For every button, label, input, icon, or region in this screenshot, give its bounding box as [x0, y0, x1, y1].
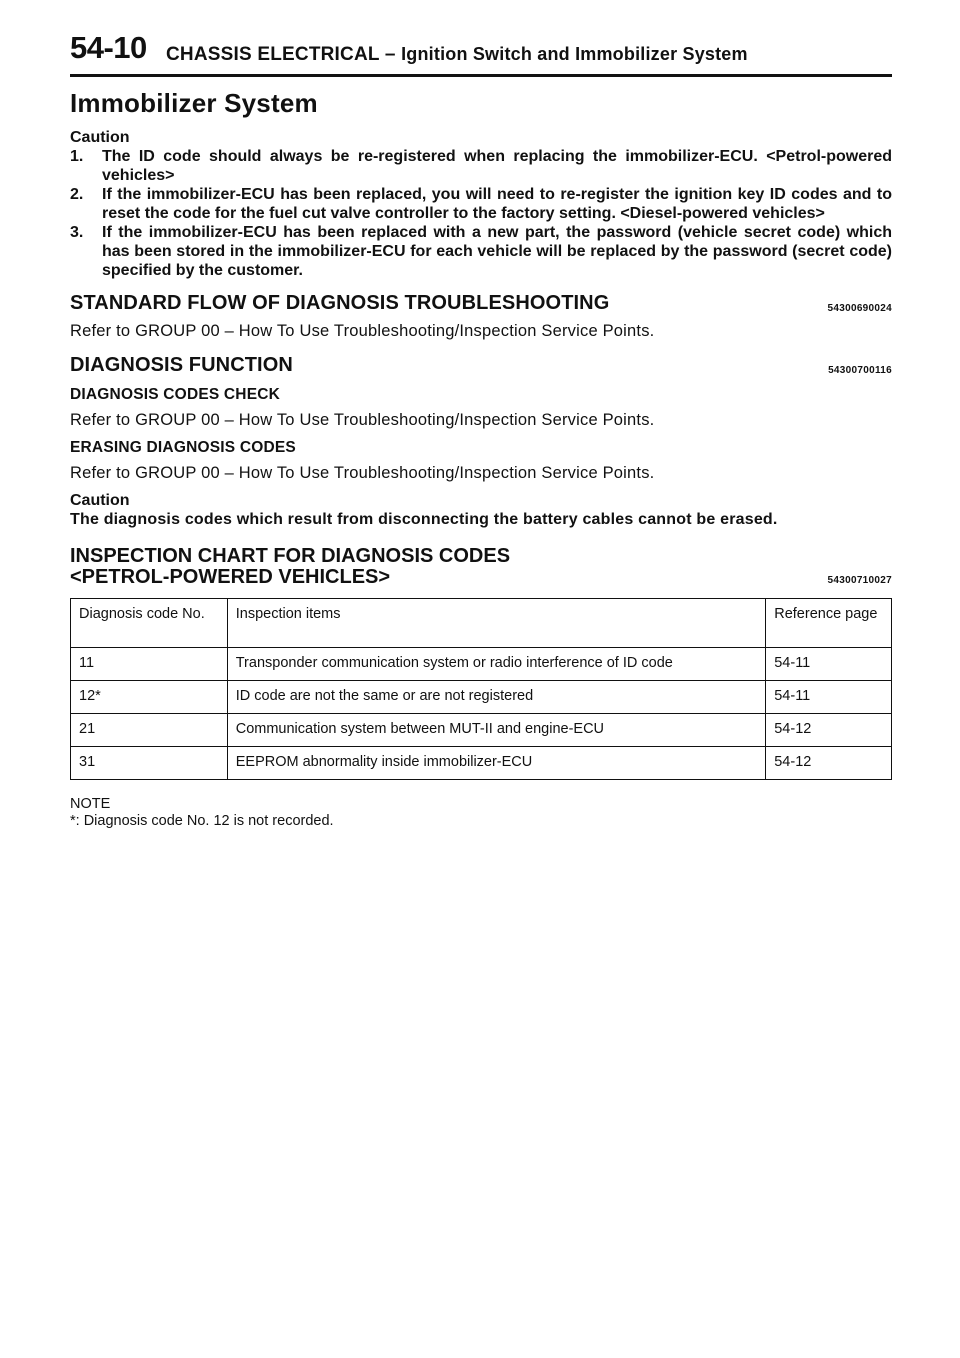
inspection-chart-code: 54300710027: [827, 575, 892, 586]
note-block: [70, 796, 892, 830]
standard-flow-code: 54300690024: [827, 303, 892, 314]
table-cell: 31: [71, 747, 228, 780]
table-cell: Communication system between MUT-II and engine-ECU: [227, 714, 766, 747]
header-title-main: CHASSIS ELECTRICAL: [166, 44, 380, 65]
caution-item-text: If the immobilizer-ECU has been replaced, you will need to re-register the ignition key ID codes and to reset the code for the fuel cut valve controller to the factory setting. <Diesel-powered vehicles>: [102, 186, 892, 222]
caution-list: [70, 147, 892, 280]
table-cell: EEPROM abnormality inside immobilizer-ECU: [227, 747, 766, 780]
diagnosis-codes-table: [70, 598, 892, 780]
table-cell: 11: [71, 648, 228, 681]
page-number: 54-10: [70, 30, 147, 65]
note-label: NOTE: [70, 796, 111, 812]
page-header: [70, 30, 892, 77]
header-title-sub: Ignition Switch and Immobilizer System: [401, 44, 748, 64]
caution-item-text: The ID code should always be re-registered when replacing the immobilizer-ECU. <Petrol-powered vehicles>: [102, 148, 892, 184]
diagnosis-function-heading: [70, 352, 892, 378]
table-row: [71, 714, 892, 747]
caution-item-number: 1.: [70, 148, 84, 165]
note-text: *: Diagnosis code No. 12 is not recorded.: [70, 813, 334, 829]
header-title: [166, 44, 748, 66]
table-cell: ID code are not the same or are not registered: [227, 681, 766, 714]
table-row: [71, 648, 892, 681]
standard-flow-title: STANDARD FLOW OF DIAGNOSIS TROUBLESHOOTING: [70, 292, 610, 314]
standard-flow-heading: [70, 290, 892, 316]
caution-item-number: 2.: [70, 186, 84, 203]
inspection-chart-title: INSPECTION CHART FOR DIAGNOSIS CODES: [70, 545, 511, 567]
page-content: [70, 86, 892, 830]
inspection-chart-heading: [70, 546, 892, 588]
caution-label: Caution: [70, 129, 130, 146]
column-header: Inspection items: [227, 599, 766, 648]
caution-item-number: 3.: [70, 224, 84, 241]
codes-check-text: Refer to GROUP 00 – How To Use Troubleshooting/Inspection Service Points.: [70, 411, 655, 429]
caution-item: [70, 223, 892, 280]
table-cell: Transponder communication system or radio interference of ID code: [227, 648, 766, 681]
table-row: [71, 747, 892, 780]
table-cell: 54-11: [766, 681, 892, 714]
codes-check-label: DIAGNOSIS CODES CHECK: [70, 386, 281, 403]
column-header: Diagnosis code No.: [79, 606, 205, 622]
caution-item-text: If the immobilizer-ECU has been replaced with a new part, the password (vehicle secret code) which has been stored in the immobilizer-ECU for each vehicle will be replaced by the password (secret code) specified by the customer.: [102, 224, 892, 279]
diagnosis-function-code: 54300700116: [828, 365, 892, 376]
section-heading: Immobilizer System: [70, 88, 318, 118]
erasing-codes-label: ERASING DIAGNOSIS CODES: [70, 439, 296, 456]
table-cell: 54-12: [766, 714, 892, 747]
table-row: [71, 681, 892, 714]
column-header: Reference page: [766, 599, 892, 648]
erase-caution-label: Caution: [70, 492, 130, 509]
table-cell: 54-12: [766, 747, 892, 780]
table-cell: 54-11: [766, 648, 892, 681]
caution-item: [70, 185, 892, 223]
header-title-dash: –: [384, 44, 396, 65]
erase-caution-text: The diagnosis codes which result from disconnecting the battery cables cannot be erased.: [70, 511, 778, 528]
table-cell: 12*: [71, 681, 228, 714]
caution-item: [70, 147, 892, 185]
table-header-row: [71, 599, 892, 648]
table-cell: 21: [71, 714, 228, 747]
diagnosis-function-title: DIAGNOSIS FUNCTION: [70, 354, 293, 376]
erasing-codes-text: Refer to GROUP 00 – How To Use Troubleshooting/Inspection Service Points.: [70, 464, 655, 482]
standard-flow-text: Refer to GROUP 00 – How To Use Troubleshooting/Inspection Service Points.: [70, 322, 655, 340]
inspection-chart-subtitle: <PETROL-POWERED VEHICLES>: [70, 566, 391, 588]
